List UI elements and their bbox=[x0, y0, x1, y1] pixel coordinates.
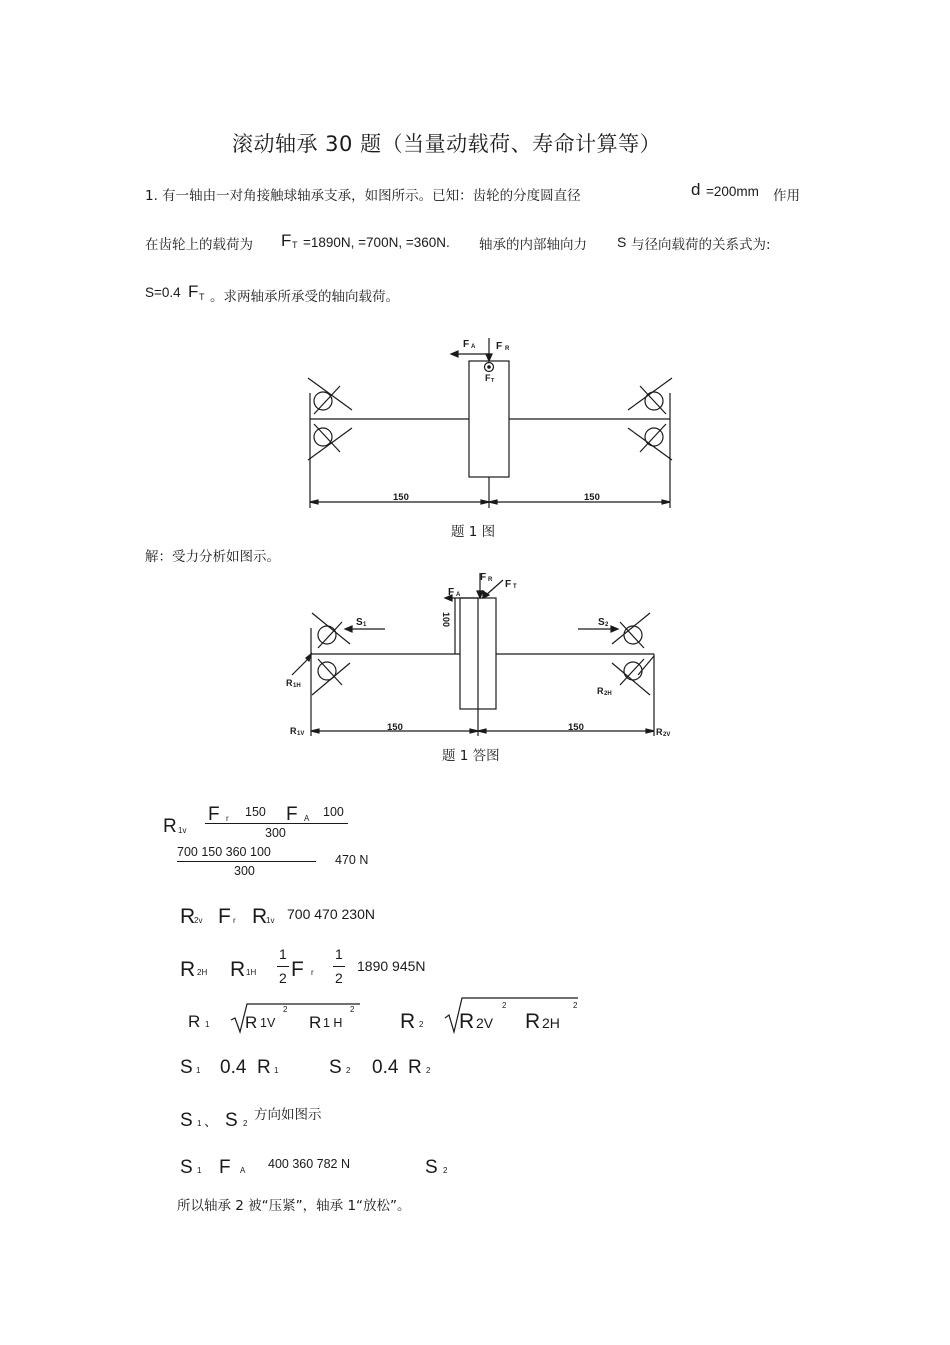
eq7-S1-sub: 1 bbox=[197, 1166, 202, 1175]
fig2-label-R1V: R bbox=[290, 726, 297, 736]
fig2-label-S2: S bbox=[598, 617, 605, 628]
eq3-R-sub: 2H bbox=[197, 968, 208, 977]
eq3-half2-den: 2 bbox=[335, 970, 343, 986]
eq5-S1-sub: 1 bbox=[196, 1066, 201, 1075]
problem-line-3-prefix: S=0.4 bbox=[145, 285, 181, 300]
fig2-label-R1H-sub: 1H bbox=[293, 683, 301, 689]
eq1-F1-sub: r bbox=[226, 814, 229, 823]
axial-force-symbol: S bbox=[617, 234, 627, 250]
fig2-label-FT: F bbox=[505, 579, 512, 590]
problem-line-1 bbox=[145, 184, 581, 204]
problem-line-2-prefix: 在齿轮上的载荷为 bbox=[145, 237, 253, 253]
fig2-dim-right: 150 bbox=[568, 722, 584, 733]
eq4-R2-sub: 2 bbox=[419, 1020, 424, 1029]
eq6-S2-sub: 2 bbox=[243, 1119, 248, 1128]
eq5-R2-sub: 2 bbox=[426, 1066, 431, 1075]
eq1-result: 470 N bbox=[335, 853, 369, 867]
problem-line-3-F: F bbox=[188, 282, 199, 301]
conclusion-text: 所以轴承 2 被“压紧”，轴承 1“放松”。 bbox=[177, 1198, 411, 1214]
eq4-sq4: 2 bbox=[573, 1001, 578, 1010]
eq4-R1V: R bbox=[245, 1013, 258, 1032]
fig2-label-FR: F bbox=[480, 572, 487, 583]
page-title: 滚动轴承 30 题（当量动载荷、寿命计算等） bbox=[232, 132, 662, 156]
eq2-R: R bbox=[180, 905, 196, 928]
diameter-symbol: d bbox=[691, 180, 701, 199]
eq1-den2: 300 bbox=[234, 864, 255, 878]
eq1-F1: F bbox=[208, 804, 220, 825]
fig2-label-R2V-sub: 2V bbox=[663, 732, 671, 738]
fig2-dim-100: 100 bbox=[441, 612, 451, 628]
problem-line-2-suffix: 与径向载荷的关系式为: bbox=[631, 237, 771, 253]
eq6-sep: 、 bbox=[204, 1114, 218, 1130]
figure-1-caption: 题 1 图 bbox=[451, 524, 496, 540]
fig2-label-R1H: R bbox=[286, 678, 293, 688]
eq3-half2-num: 1 bbox=[335, 946, 343, 962]
eq3-vals: 1890 945N bbox=[357, 958, 426, 974]
eq4-R1H-sub: 1 H bbox=[323, 1016, 343, 1030]
figure-1-diagram bbox=[290, 330, 690, 515]
eq5-S2: S bbox=[329, 1057, 342, 1078]
fig2-label-FA: F bbox=[448, 587, 455, 598]
eq5-R1: R bbox=[257, 1057, 271, 1078]
eq5-coef1: 0.4 bbox=[220, 1057, 247, 1078]
eq4-R1-sub: 1 bbox=[205, 1020, 210, 1029]
eq2-R-sub: 2v bbox=[194, 916, 203, 925]
eq5-R1-sub: 1 bbox=[274, 1066, 279, 1075]
eq1-R: R bbox=[163, 816, 177, 837]
eq4-sq2: 2 bbox=[350, 1005, 355, 1014]
eq1-100: 100 bbox=[323, 805, 344, 819]
eq4-R2H-sub: 2H bbox=[542, 1015, 560, 1031]
fig1-label-FA-sub: A bbox=[471, 344, 476, 350]
figure-2-diagram bbox=[280, 568, 690, 743]
eq7-F: F bbox=[219, 1157, 231, 1178]
eq2-vals: 700 470 230N bbox=[287, 906, 375, 922]
eq3-half-den: 2 bbox=[279, 970, 287, 986]
figure-2-caption: 题 1 答图 bbox=[442, 748, 500, 764]
eq1-R-sub: 1v bbox=[178, 826, 187, 835]
fig1-label-FT: F bbox=[485, 373, 491, 383]
problem-line-3-T: T bbox=[199, 292, 205, 302]
eq5-R2: R bbox=[408, 1057, 422, 1078]
eq1-den: 300 bbox=[265, 826, 286, 840]
eq1-150: 150 bbox=[245, 805, 266, 819]
eq2-F: F bbox=[218, 905, 231, 928]
eq4-R1: R bbox=[188, 1012, 201, 1031]
eq4-R2H: R bbox=[525, 1010, 541, 1033]
eq7-S2-sub: 2 bbox=[443, 1166, 448, 1175]
eq4-sq3: 2 bbox=[502, 1001, 507, 1010]
fig2-label-FR-sub: R bbox=[488, 577, 493, 583]
fig1-label-FR-sub: R bbox=[505, 346, 510, 352]
fig2-label-R2H-sub: 2H bbox=[604, 691, 612, 697]
eq6-S1-sub: 1 bbox=[197, 1119, 202, 1128]
eq7-S1: S bbox=[180, 1157, 193, 1178]
eq7-S2: S bbox=[425, 1157, 438, 1178]
fig2-label-FA-sub: A bbox=[456, 592, 461, 598]
fig2-label-S1: S bbox=[356, 617, 363, 628]
fig2-label-R2H: R bbox=[597, 686, 604, 696]
fig2-label-R2V: R bbox=[656, 727, 663, 737]
fig1-label-FR: F bbox=[496, 341, 503, 352]
problem-line-1-text: 1. 有一轴由一对角接触球轴承支承，如图所示。已知：齿轮的分度圆直径 bbox=[145, 188, 581, 204]
eq4-R2: R bbox=[400, 1010, 416, 1033]
eq3-half-bar bbox=[277, 966, 289, 967]
fig1-label-FT-sub: T bbox=[491, 378, 495, 384]
fig2-label-R1V-sub: 1V bbox=[297, 731, 305, 737]
problem-line-1-suffix: 作用 bbox=[773, 188, 800, 204]
problem-line-3-suffix: 。求两轴承所承受的轴向载荷。 bbox=[210, 289, 399, 305]
eq4-R1H: R bbox=[309, 1013, 322, 1032]
eq4-R1V-sub: 1V bbox=[260, 1016, 276, 1030]
fig2-label-S1-sub: 1 bbox=[363, 622, 367, 628]
diameter-value: =200mm bbox=[706, 184, 759, 199]
force-subscript: T bbox=[292, 240, 298, 250]
eq7-F-sub: A bbox=[240, 1166, 246, 1175]
eq7-vals: 400 360 782 N bbox=[268, 1157, 351, 1171]
fig2-dim-left: 150 bbox=[387, 722, 403, 733]
fig2-label-FT-sub: T bbox=[513, 584, 517, 590]
eq5-S2-sub: 2 bbox=[346, 1066, 351, 1075]
eq4-R2V: R bbox=[459, 1010, 475, 1033]
force-symbol: F bbox=[281, 231, 292, 250]
eq2-R2-sub: 1v bbox=[266, 916, 275, 925]
eq3-R: R bbox=[180, 958, 196, 981]
eq3-F: F bbox=[291, 958, 304, 981]
eq3-R2: R bbox=[230, 958, 246, 981]
eq6-S1: S bbox=[180, 1110, 193, 1131]
eq1-fraction-bar-2 bbox=[177, 861, 316, 862]
eq6-text: 方向如图示 bbox=[254, 1107, 322, 1123]
fig2-label-S2-sub: 2 bbox=[605, 622, 609, 628]
eq5-S1: S bbox=[180, 1057, 193, 1078]
eq2-R2: R bbox=[252, 905, 268, 928]
fig1-label-FA: F bbox=[463, 339, 470, 350]
fig1-dim-right: 150 bbox=[584, 492, 600, 503]
eq3-half-num: 1 bbox=[279, 946, 287, 962]
eq1-F2-sub: A bbox=[304, 814, 310, 823]
eq1-fraction-bar bbox=[205, 823, 348, 824]
force-values: =1890N, =700N, =360N. bbox=[303, 235, 450, 250]
problem-line-2-mid: 轴承的内部轴向力 bbox=[479, 237, 587, 253]
eq6-S2: S bbox=[225, 1110, 238, 1131]
eq1-num2: 700 150 360 100 bbox=[177, 845, 271, 859]
eq3-half2-bar bbox=[333, 966, 345, 967]
solution-intro: 解：受力分析如图示。 bbox=[145, 549, 280, 565]
eq3-R2-sub: 1H bbox=[246, 968, 257, 977]
eq4-R2V-sub: 2V bbox=[476, 1015, 494, 1031]
eq4-sq1: 2 bbox=[283, 1005, 288, 1014]
eq1-F2: F bbox=[286, 804, 298, 825]
fig1-dim-left: 150 bbox=[393, 492, 409, 503]
eq5-coef2: 0.4 bbox=[372, 1057, 399, 1078]
eq2-F-sub: r bbox=[233, 916, 236, 925]
eq3-F-sub: r bbox=[311, 968, 314, 977]
